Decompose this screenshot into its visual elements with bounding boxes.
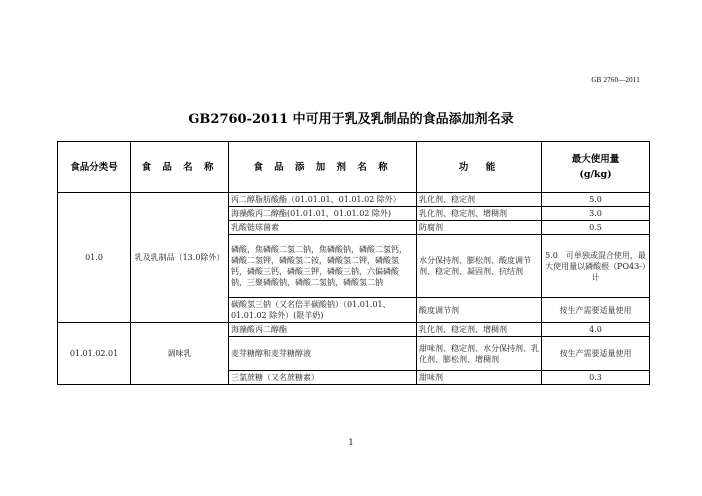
function-cell: 甜味剂、稳定剂、水分保持剂、乳化剂、膨松剂、增稠剂 — [417, 337, 542, 371]
max-usage-cell: 3.0 — [542, 207, 650, 221]
max-usage-cell: 5.0 可单独或混合使用，最大使用量以磷酸根（PO43-）计 — [542, 235, 650, 298]
page-number: 1 — [348, 438, 354, 447]
max-usage-cell: 0.5 — [542, 221, 650, 235]
additive-cell: 乳酸链球菌素 — [229, 221, 417, 235]
document-title: GB2760-2011 中可用于乳及乳制品的食品添加剂名录 — [188, 112, 514, 127]
standard-code: GB 2760—2011 — [591, 76, 640, 84]
category-code-cell: 01.01.02.01 — [58, 323, 131, 385]
function-cell: 乳化剂、稳定剂 — [417, 193, 542, 207]
header-function: 功 能 — [417, 142, 542, 193]
additive-cell: 碳酸氢三钠（又名倍半碳酸钠）（01.01.01、01.01.02 除外）(限羊奶) — [229, 298, 417, 323]
additive-cell: 三氯蔗糖（又名蔗糖素） — [229, 371, 417, 385]
additive-cell: 麦芽糖醇和麦芽糖醇液 — [229, 337, 417, 371]
category-code-cell: 01.0 — [58, 193, 131, 323]
max-usage-cell: 0.3 — [542, 371, 650, 385]
food-name-cell: 乳及乳制品（13.0除外） — [131, 193, 229, 323]
header-category-code: 食品分类号 — [58, 142, 131, 193]
additives-table — [57, 141, 650, 385]
additive-cell: 磷酸，焦磷酸二氢二钠，焦磷酸钠，磷酸二氢钙，磷酸二氢钾，磷酸氢二铵，磷酸氢二钾，磷酸氢钙，磷酸三钙，磷酸三钾，磷酸三钠，六偏磷酸钠，三聚磷酸钠，磷酸二氢钠，磷酸氢二钠 — [229, 235, 417, 298]
table-row — [58, 323, 650, 337]
function-cell: 水分保持剂、膨松剂、酸度调节剂、稳定剂、凝固剂、抗结剂 — [417, 235, 542, 298]
table-header-row — [58, 142, 650, 193]
additive-cell: 海藻酸丙二醇酯(01.01.01、01.01.02 除外) — [229, 207, 417, 221]
header-food-name: 食 品 名 称 — [131, 142, 229, 193]
function-cell: 乳化剂、稳定剂、增稠剂 — [417, 207, 542, 221]
function-cell: 酸度调节剂 — [417, 298, 542, 323]
additive-cell: 丙二醇脂肪酸酯（01.01.01、01.01.02 除外） — [229, 193, 417, 207]
max-usage-cell: 5.0 — [542, 193, 650, 207]
header-max-usage-unit: (g/kg) — [579, 169, 612, 180]
table-row — [58, 193, 650, 207]
header-additive-name: 食 品 添 加 剂 名 称 — [229, 142, 417, 193]
header-max-usage-label: 最大使用量 — [571, 154, 620, 165]
max-usage-cell: 4.0 — [542, 323, 650, 337]
food-name-cell: 调味乳 — [131, 323, 229, 385]
function-cell: 乳化剂、稳定剂、增稠剂 — [417, 323, 542, 337]
max-usage-cell: 按生产需要适量使用 — [542, 337, 650, 371]
function-cell: 甜味剂 — [417, 371, 542, 385]
additive-cell: 海藻酸丙二醇酯 — [229, 323, 417, 337]
max-usage-cell: 按生产需要适量使用 — [542, 298, 650, 323]
function-cell: 防腐剂 — [417, 221, 542, 235]
header-max-usage — [542, 142, 650, 193]
